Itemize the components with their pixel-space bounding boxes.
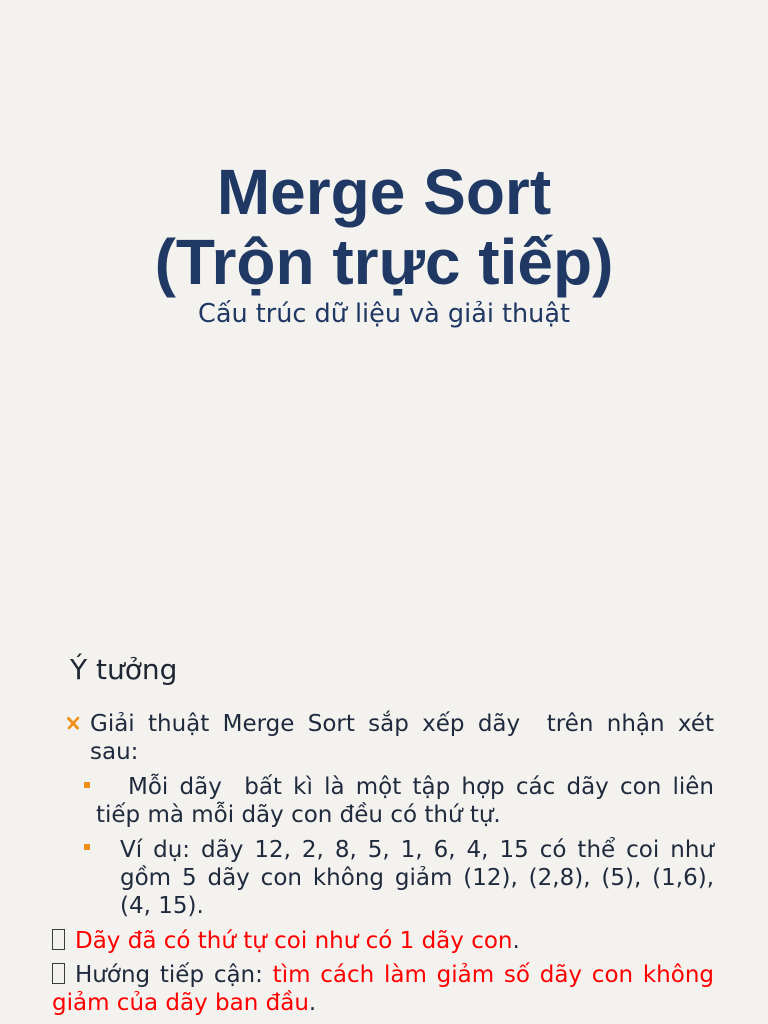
sub-bullet-line: (4, 15). xyxy=(120,893,204,919)
sub-bullet-line: Mỗi dãy bất kì là một tập hợp các dãy con liên xyxy=(128,774,714,800)
title-line-1: Merge Sort xyxy=(216,156,552,228)
highlight-text: giảm của dãy ban đầu xyxy=(52,990,309,1016)
note-line xyxy=(52,961,714,989)
x-mark-icon xyxy=(66,716,80,730)
bullet-paragraph xyxy=(90,710,714,766)
sub-bullet-line: gồm 5 dãy con không giảm (12), (2,8), (5), (1,6), xyxy=(120,865,714,891)
sub-bullet-line: tiếp mà mỗi dãy con đều có thứ tự. xyxy=(96,802,501,828)
sub-bullet-paragraph xyxy=(96,773,714,829)
sentence-end: . xyxy=(308,990,317,1016)
note-line xyxy=(52,989,714,1017)
bullet-line: sau: xyxy=(90,739,139,765)
square-bullet-icon xyxy=(84,782,90,788)
missing-glyph-box-icon xyxy=(52,929,65,950)
bullet-line: Giải thuật Merge Sort sắp xếp dãy trên nhận xét xyxy=(90,711,714,737)
sub-bullet-paragraph xyxy=(120,836,714,920)
slide-subtitle: Cấu trúc dữ liệu và giải thuật xyxy=(198,299,570,329)
note-sorted-sequence xyxy=(52,927,714,955)
highlight-text: Dãy đã có thứ tự coi như có 1 dãy con xyxy=(75,928,513,954)
approach-label: Hướng tiếp cận: xyxy=(75,962,263,988)
slide-title xyxy=(0,157,768,297)
sub-bullet-line: Ví dụ: dãy 12, 2, 8, 5, 1, 6, 4, 15 có thể coi như xyxy=(120,837,714,863)
sentence-end: . xyxy=(512,928,520,954)
square-bullet-icon xyxy=(84,844,90,850)
idea-slide xyxy=(0,576,768,1024)
note-line xyxy=(52,927,714,955)
slide-heading: Ý tưởng xyxy=(70,653,178,686)
missing-glyph-box-icon xyxy=(52,963,65,984)
note-approach xyxy=(52,961,714,1017)
highlight-text: tìm cách làm giảm số dãy con không xyxy=(272,962,715,988)
title-line-2: (Trộn trực tiếp) xyxy=(154,226,614,298)
